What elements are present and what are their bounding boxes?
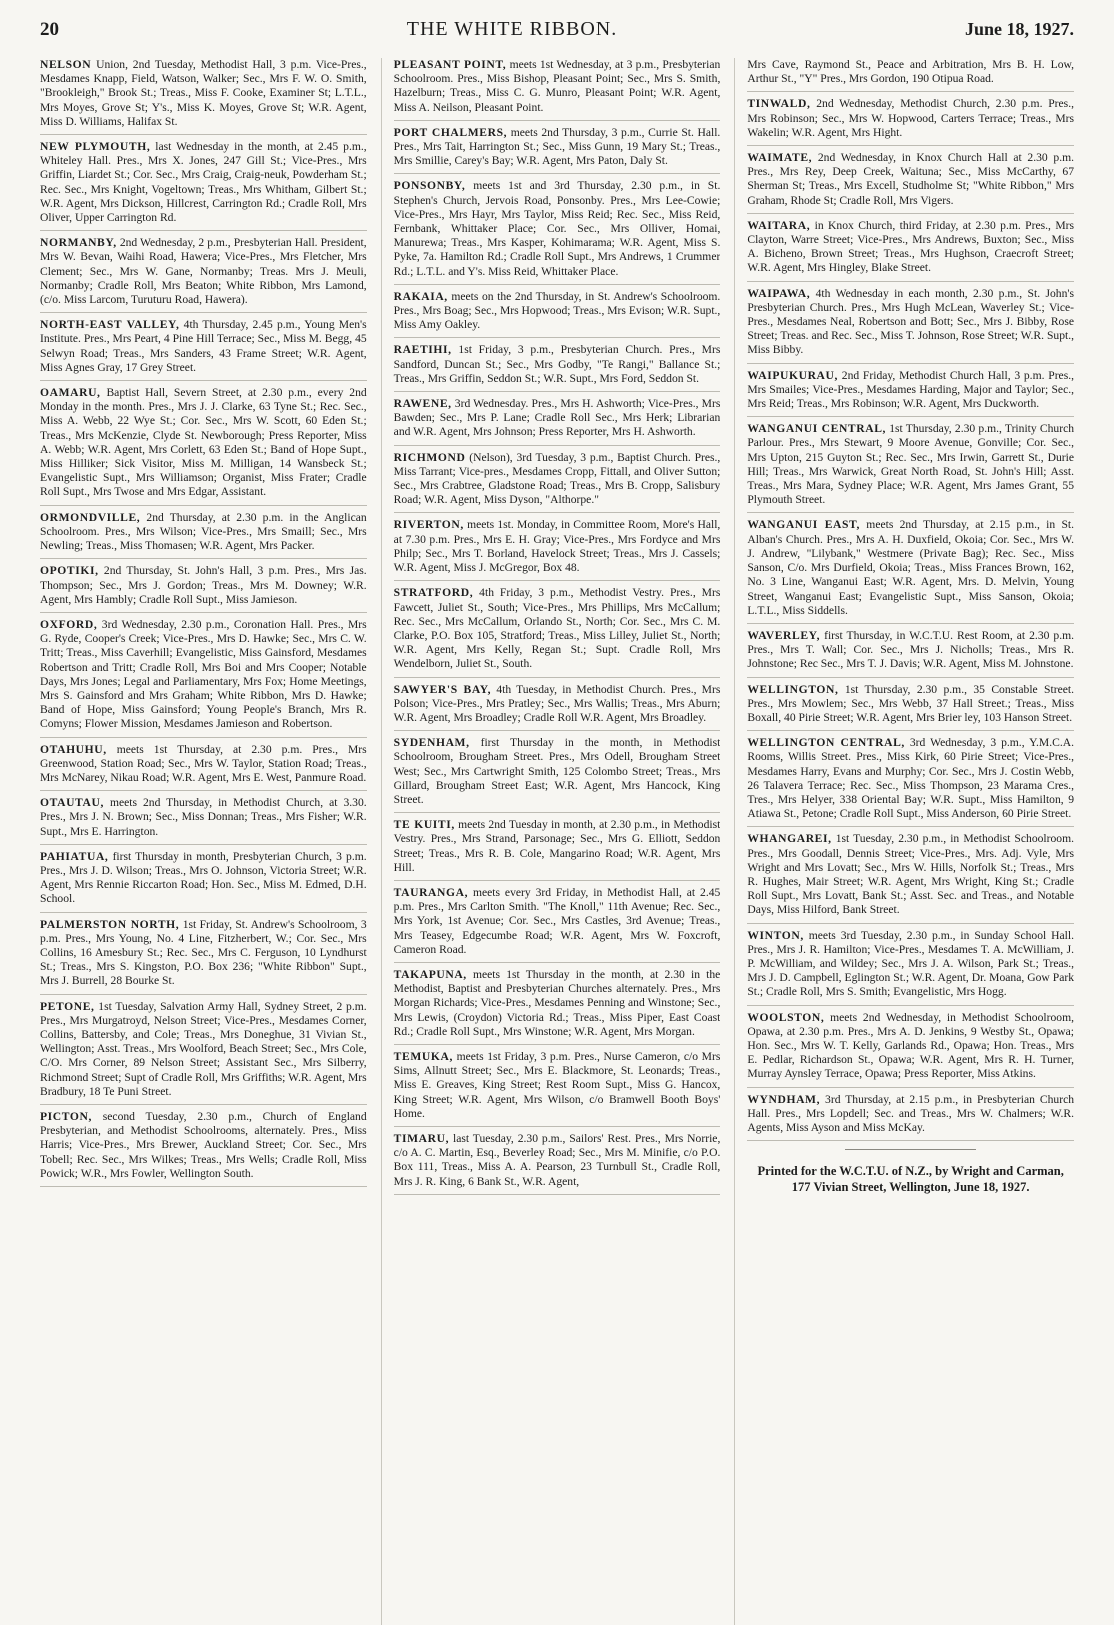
branch-details: 1st Thursday, 2.30 p.m., Trinity Church Parlour. Pres., Mrs Stewart, 9 Moore Avenue, Gonville; Cor. Sec., Mrs Upton, 215 Guyton St.; Rec. Sec., Mrs Irwin, Garrett St., Durie Hill; Treas., Mrs Warwick, Great North Road, St. John's Hill; Asst. Treas., Mrs Mara, Sydney Place; W.R. Agent, Mrs James Grant, 55 Plymouth Street. (747, 422, 1074, 507)
branch-name: OTAUTAU, (40, 796, 104, 810)
branch-entry (40, 850, 367, 913)
branch-entry (40, 58, 367, 135)
branch-entry (40, 1000, 367, 1105)
branch-entry (40, 743, 367, 792)
branch-details: 3rd Wednesday. Pres., Mrs H. Ashworth; Vice-Pres., Mrs Bawden; Sec., Mrs P. Lane; Cradle Roll Sec., Mrs Herk; Librarian and W.R. Agent, Mrs Johnson; Press Reporter, Mrs H. Ashworth. (393, 397, 721, 439)
branch-name: NORTH-EAST VALLEY, (40, 318, 180, 332)
branch-name: TE KUITI, (393, 818, 455, 832)
branch-name: PALMERSTON NORTH, (40, 917, 180, 931)
branch-entry (394, 586, 721, 677)
branch-name: SYDENHAM, (393, 736, 470, 750)
branch-details: meets 1st. Monday, in Committee Room, More's Hall, at 7.30 p.m. Pres., Mrs E. H. Gray; Vice-Pres., Mrs Fordyce and Mrs Philp; Sec., Mrs T. Borland, Havelock Street; Treas., Mrs J. Cassels; W.R. Agent, Miss J. McGregor, Box 48. (393, 518, 721, 575)
column-right-entries (747, 58, 1074, 1141)
branch-name: TAKAPUNA, (393, 967, 467, 981)
branch-name: RAKAIA, (393, 289, 448, 303)
branch-name: WAIPAWA, (747, 286, 811, 300)
branch-details: meets every 3rd Friday, in Methodist Hall, at 2.45 p.m. Pres., Mrs Carlton Smith. "The Knoll," 11th Avenue; Rec. Sec., Mrs York, 1st Avenue; Cor. Sec., Mrs Castles, 3rd Avenue; Treas., Mrs Teasey, Edgecumbe Road; W.R. Agent, Mrs W. Foxcroft, Cameron Road. (393, 885, 721, 956)
branch-details: 2nd Wednesday, in Knox Church Hall at 2.30 p.m. Pres., Mrs Rey, Deep Creek, Waituna; Sec., Miss McCarthy, 67 Sherman St; Treas., Mrs Excell, Studholme St; "White Ribbon," Mrs Graham, Rhode St; Cradle Roll, Mrs Vigers. (747, 151, 1074, 207)
branch-entry (747, 58, 1074, 92)
branch-entry (394, 58, 721, 121)
branch-details: meets on the 2nd Thursday, in St. Andrew's Schoolroom. Pres., Mrs Boag; Sec., Mrs Hopwood; Treas., Mrs Evison; W.R. Supt., Miss Amy Oakley. (393, 289, 721, 332)
branch-details: meets 3rd Tuesday, 2.30 p.m., in Sunday School Hall. Pres., Mrs J. R. Hamilton; Vice-Pres., Mesdames T. A. McWilliam, J. P. McWilliam, and Wildey; Sec., Mrs J. A. Wilson, Park St.; Treas., Mrs J. D. Campbell, Eglington St.; W.R. Agent, Dr. Moana, Gow Park St.; Cradle Roll, Mrs S. Smith; Evangelistic, Mrs Hogg. (747, 928, 1074, 999)
branch-entry (747, 97, 1074, 146)
branch-entry (394, 683, 721, 732)
column-middle (381, 58, 721, 1625)
branch-name: PETONE, (40, 999, 95, 1013)
branch-name: WYNDHAM, (747, 1092, 821, 1106)
branch-entry (40, 564, 367, 613)
branch-details: first Thursday in month, Presbyterian Church, 3 p.m. Pres., Mrs J. D. Wilson; Treas., Mrs O. Johnson, Victoria Street; W.R. Agent, Mrs Rennie Riccarton Road; Hon. Sec., Miss M. Edmed, D.H. School. (40, 849, 367, 906)
branch-details: 4th Thursday, 2.45 p.m., Young Men's Institute. Pres., Mrs Peart, 4 Pine Hill Terrace; Sec., Miss M. Begg, 45 Selwyn Road; Treas., Mrs Sanders, 43 Frame Street; W.R. Agent, Miss Agnes Gray, 17 Grey Street. (40, 318, 367, 374)
branch-entry (40, 1110, 367, 1187)
branch-entry (394, 343, 721, 392)
branch-entry (747, 1011, 1074, 1088)
branch-entry (394, 518, 721, 581)
branch-name: PICTON, (40, 1110, 92, 1123)
printer-note: Printed for the W.C.T.U. of N.Z., by Wright and Carman, 177 Vivian Street, Wellington, June 18, 1927. (757, 1164, 1064, 1194)
branch-name: OXFORD, (40, 617, 98, 631)
column-left (40, 58, 367, 1625)
branch-name: NORMANBY, (40, 236, 117, 250)
branch-details: meets 2nd Tuesday in month, at 2.30 p.m., in Methodist Vestry. Pres., Mrs Strand, Parsonage; Sec., Mrs G. Elliott, Seddon Street; Treas., Mrs R. B. Cole, Mangarino Road; W.R. Agent, Mrs Hill. (393, 818, 721, 874)
branch-name: WAIMATE, (747, 151, 813, 165)
directory-columns (40, 58, 1074, 1625)
branch-name: ORMONDVILLE, (40, 510, 141, 524)
branch-name: PLEASANT POINT, (393, 58, 507, 71)
page-header (40, 18, 1074, 58)
branch-details: in Knox Church, third Friday, at 2.30 p.m. Pres., Mrs Clayton, Warre Street; Vice-Pres., Mrs Andrews, Buxton; Sec., Miss A. Bicheno, Brown Street; Treas., Mrs Hughson, Craecroft Street; W.R. Agent, Mrs Hingley, Blake Street. (747, 218, 1074, 275)
branch-name: WOOLSTON, (747, 1010, 825, 1024)
branch-entry (747, 1093, 1074, 1142)
branch-name: TAURANGA, (393, 885, 469, 899)
branch-entry (394, 968, 721, 1045)
branch-name: RAETIHI, (393, 343, 452, 357)
branch-entry (747, 832, 1074, 923)
branch-details: (Nelson), 3rd Tuesday, 3 p.m., Baptist Church. Pres., Miss Tarrant; Vice-pres., Mesdames Cropp, Fittall, and Oliver Sutton; Sec., Mrs Crabtree, Gladstone Road; Treas., Mrs B. Cropp, Salisbury Road; W.R. Agent, Miss Dyson, "Althorpe." (393, 450, 721, 507)
branch-details: meets 1st Wednesday, at 3 p.m., Presbyterian Schoolroom. Pres., Miss Bishop, Pleasant Point; Sec., Mrs S. Smith, Hazelburn; Treas., Miss C. G. Munro, Pleasant Point; W.R. Agent, Miss A. Neilson, Pleasant Point. (393, 58, 721, 114)
branch-details: 1st Thursday, 2.30 p.m., 35 Constable Street. Pres., Mrs Mowlem; Sec., Mrs Webb, 37 Hall Street.; Treas., Miss Boxall, 40 Pirie Street; W.R. Agent, Mrs Brier ley, 103 Hanson Street. (747, 682, 1074, 724)
branch-details: last Tuesday, 2.30 p.m., Sailors' Rest. Pres., Mrs Norrie, c/o A. C. Martin, Esq., Beverley Road; Sec., Mrs M. Minifie, c/o P.O. Box 111, Treas., Miss A. A. Pearson, 23 Turnbull St., Cradle Roll, Mrs J. R. King, 6 Bank St., W.R. Agent, (393, 1132, 721, 1188)
branch-details: meets 2nd Thursday, at 2.15 p.m., in St. Alban's Church. Pres., Mrs A. H. Duxfield, Okoia; Cor. Sec., Mrs W. J. Andrew, "Lilybank," Westmere (Private Bag); Rec. Sec., Miss Sanson, C/o. Mrs Durfield, Okoia; Treas., Miss Frances Brown, 162, No. 3 Line, Wanganui East; W.R. Agent, Mrs. D. Melvin, Young Street, Wanganui East; Evangelistic Supt., Miss Sanson, Okoia; L.T.L., Miss Siddells. (747, 518, 1074, 617)
branch-details: 4th Tuesday, in Methodist Church. Pres., Mrs Polson; Vice-Pres., Mrs Pratley; Sec., Mrs Wallis; Treas., Mrs Aburn; W.R. Agent, Mrs Broadley; Cradle Roll W.R. Agent, Mrs Broadley. (393, 682, 721, 724)
branch-name: OAMARU, (40, 386, 101, 400)
column-right (734, 58, 1074, 1625)
branch-entry (747, 629, 1074, 678)
branch-name: PONSONBY, (393, 179, 466, 193)
branch-details: 2nd Thursday, at 2.30 p.m. in the Anglican Schoolroom. Pres., Mrs Wilson; Vice-Pres., Mrs Smaill; Sec., Mrs Newling; Treas., Miss Thomasen; W.R. Agent, Mrs Packer. (40, 510, 367, 553)
branch-details: meets 1st and 3rd Thursday, 2.30 p.m., in St. Stephen's Church, Jervois Road, Ponsonby. Pres., Mrs Lee-Cowie; Vice-Pres., Mrs Hayr, Mrs Taylor, Miss Reid; Rec. Sec., Miss Reid, Fernbank, Whittaker Place; Cor. Sec., Mrs Olliver, Homai, Manurewa; Treas., Mrs Kasper, Kohimarama; W.R. Agent, Miss S. Pyke, 7a. Hamilton Rd.; Cradle Roll Supt., Mrs Andrews, 1 Crummer Rd.; L.T.L. and Y's. Miss Reid, Whittaker Place. (393, 179, 721, 278)
branch-details: 1st Tuesday, Salvation Army Hall, Sydney Street, 2 p.m. Pres., Mrs Murgatroyd, Nelson Street; Vice-Pres., Mesdames Corner, Collins, Battersby, and Cole; Treas., Mrs Doneghue, 31 Vivian St., Wellington; Asst. Treas., Mrs Woolford, Beach Street; Sec., Mrs Cole, C/O. Mrs Corner, 89 Nelson Street; Assistant Sec., Mrs Silberry, Richmond Street; Supt of Cradle Roll, Mrs Griffiths; W.R. Agent, Mrs Bradbury, 18 Te Puni Street. (40, 999, 367, 1098)
branch-name: WANGANUI EAST, (747, 518, 861, 532)
branch-entry (40, 511, 367, 560)
branch-entry (40, 918, 367, 995)
branch-details: meets 1st Thursday, at 2.30 p.m. Pres., Mrs Greenwood, Station Road; Sec., Mrs W. Taylor, Station Road; Treas., Mrs McNarey, Nikau Road; W.R. Agent, Mrs E. West, Panmure Road. (40, 742, 367, 784)
branch-entry (40, 386, 367, 506)
branch-entry (747, 683, 1074, 732)
branch-entry (747, 422, 1074, 513)
branch-name: RAWENE, (393, 397, 452, 411)
branch-name: NELSON (40, 58, 92, 71)
branch-entry (394, 1050, 721, 1127)
branch-details: 1st Friday, St. Andrew's Schoolroom, 3 p.m. Pres., Mrs Young, No. 4 Line, Fitzherbert, W.; Cor. Sec., Mrs Collins, 16 Amesbury St.; Rec. Sec., Mrs C. Ferguson, 10 Lyndhurst St.; Treas., Mrs S. Kingston, P.O. Box 236; "White Ribbon" Supt., Mrs J. Burrell, 28 Bourke St. (40, 917, 367, 988)
branch-name: WELLINGTON, (747, 682, 839, 696)
branch-entry (394, 290, 721, 339)
branch-entry (747, 369, 1074, 418)
branch-details: meets 1st Thursday in the month, at 2.30 in the Methodist, Baptist and Presbyterian Churches alternately. Pres., Mrs Morgan Richards; Vice-Pres., Mesdames Penning and Winstone; Sec., Mrs Lewis, (Croydon) Victoria Rd.; Treas., Miss Piper, East Coast Rd.; Cradle Roll Supt., Mrs Winstone; W.R. Agent, Mrs Morgan. (393, 967, 721, 1038)
branch-details: meets 2nd Thursday, in Methodist Church, at 3.30. Pres., Mrs J. N. Brown; Sec., Miss Donnan; Treas., Mrs Fisher; W.R. Supt., Mrs E. Harrington. (40, 796, 367, 838)
branch-details: last Wednesday in the month, at 2.45 p.m., Whiteley Hall. Pres., Mrs X. Jones, 247 Gill St.; Vice-Pres., Mrs Griffin, Liardet St.; Cor. Sec., Mrs Craig, Craig-neuk, Powderham St.; Rec. Sec., Mrs Knight, Vogeltown; Treas., Mrs Whitham, Gilbert St.; W.R. Agent, Mrs Dickson, Hillcrest, Carrington Rd.; Cradle Roll, Mrs Oliver, Upper Carrington Rd. (40, 140, 367, 225)
branch-name: WELLINGTON CENTRAL, (747, 736, 905, 750)
branch-name: WAITARA, (747, 218, 811, 232)
page-number: 20 (40, 19, 59, 40)
branch-name: RICHMOND (393, 450, 466, 464)
branch-name: OTAHUHU, (40, 742, 107, 756)
branch-entry (747, 151, 1074, 214)
branch-entry (40, 140, 367, 231)
branch-details: 3rd Thursday, at 2.15 p.m., in Presbyterian Church Hall. Pres., Mrs Lopdell; Sec. and Treas., Mrs W. Chalmers; W.R. Agents, Miss Ayson and Miss McKay. (747, 1092, 1074, 1134)
branch-name: PAHIATUA, (40, 849, 109, 863)
branch-entry (40, 618, 367, 738)
branch-name: RIVERTON, (393, 518, 464, 532)
branch-name: OPOTIKI, (40, 564, 99, 578)
branch-name: TINWALD, (747, 97, 811, 111)
branch-entry (747, 736, 1074, 827)
branch-details: meets 2nd Thursday, 3 p.m., Currie St. Hall. Pres., Mrs Tait, Harrington St.; Sec., Miss Gunn, 19 Mary St.; Treas., Mrs Smillie, Carey's Bay; W.R. Agent, Mrs Paton, Daly St. (393, 125, 721, 168)
branch-entry (394, 179, 721, 284)
branch-details: second Tuesday, 2.30 p.m., Church of England Presbyterian, and Methodist Schoolrooms, alternately. Pres., Miss Harris; Vice-Pres., Mrs Brewer, Auckland Street; Cor. Sec., Mrs Tobell; Rec. Sec., Mrs Wilkes; Treas., Mrs Wells; Cradle Roll, Miss Powick; W.R., Mrs Fowler, Wellington South. (40, 1110, 367, 1180)
issue-date: June 18, 1927. (964, 19, 1074, 39)
branch-name: WANGANUI CENTRAL, (747, 422, 887, 436)
branch-entry (394, 886, 721, 963)
branch-details: meets 1st Friday, 3 p.m. Pres., Nurse Cameron, c/o Mrs Sims, Allnutt Street; Sec., Mrs E. Blackmore, St. Leonards; Treas., Miss E. Greaves, King Street; Rest Room Supt., Miss G. Hancox, King Street; W.R. Agent, Mrs Wilson, c/o Bramwell Booth Boys' Home. (393, 1049, 721, 1120)
branch-name: SAWYER'S BAY, (393, 682, 492, 696)
branch-entry (40, 318, 367, 381)
branch-entry (40, 236, 367, 313)
branch-name: WAVERLEY, (747, 628, 821, 642)
branch-entry (747, 518, 1074, 623)
branch-entry (40, 796, 367, 845)
branch-details: 3rd Wednesday, 2.30 p.m., Coronation Hall. Pres., Mrs G. Ryde, Cooper's Creek; Vice-Pres., Mrs D. Hawke; Sec., Mrs C. W. Tritt; Treas., Miss Caverhill; Evangelistic, Miss Gainsford, Mesdames Robertson and Tritt; Cradle Roll, Mrs Boi and Mrs Cooper; Notable Days, Mrs Jones; Legal and Parliamentary, Mrs Fox; Home Meetings, Mrs S. Gainsford and Mrs Graham; White Ribbon, Mrs D. Hawke; Band of Hope, Miss Gainsford; Young People's Branch, Mrs R. Comyns; Flower Mission, Mesdames Jamieson and Robertson. (40, 617, 367, 731)
branch-details: 4th Friday, 3 p.m., Methodist Vestry. Pres., Mrs Fawcett, Juliet St., South; Vice-Pres., Mrs Phillips, Mrs McCallum; Rec. Sec., Mrs McCallum, Orlando St., North; Cor. Sec., Mrs C. M. Clarke, P.O. Box 105, Stratford; Treas., Miss Lilley, Juliet St., North; W.R. Agent, Mrs Kelly, Regan St.; Supt. Cradle Roll, Mrs Wendelborn, Juliet St., South. (393, 586, 721, 671)
branch-entry (394, 451, 721, 514)
branch-entry (747, 929, 1074, 1006)
branch-details: first Thursday, in W.C.T.U. Rest Room, at 2.30 p.m. Pres., Mrs T. Wall; Cor. Sec., Mrs J. Nicholls; Treas., Mrs R. Johnstone; Rec Sec., Mrs T. J. Davis; W.R. Agent, Miss M. Johnstone. (747, 628, 1074, 671)
branch-details: 1st Friday, 3 p.m., Presbyterian Church. Pres., Mrs Sandford, Duncan St.; Sec., Mrs Godby, "Te Rangi," Ballance St.; Treas., Mrs Griffin, Seddon St.; W.R. Supt., Mrs Ford, Seddon St. (393, 343, 721, 385)
branch-details: 2nd Wednesday, Methodist Church, 2.30 p.m. Pres., Mrs Robinson; Sec., Mrs W. Hopwood, Carters Terrace; Treas., Mrs Wakelin; W.R. Agent, Mrs Hight. (747, 97, 1074, 139)
branch-entry (747, 287, 1074, 364)
branch-entry (747, 219, 1074, 282)
branch-name: PORT CHALMERS, (393, 125, 508, 139)
branch-name: WHANGAREI, (747, 832, 832, 846)
branch-details: first Thursday in the month, in Methodist Schoolroom, Brougham Street. Pres., Mrs Odell, Brougham Street West; Sec., Mrs Cartwright Smith, 125 Colombo Street; Treas., Mrs Gillard, Brougham Street East; W.R. Agent, Mrs Hancock, King Street. (393, 736, 721, 806)
journal-title: THE WHITE RIBBON. (406, 18, 618, 40)
branch-name: WAIPUKURAU, (747, 368, 838, 382)
branch-details: 1st Tuesday, 2.30 p.m., in Methodist Schoolroom. Pres., Mrs Goodall, Dennis Street; Vice-Pres., Mrs. Adj. Vyle, Mrs Wright and Mrs Lovatt; Sec., Mrs W. Hills, Norfolk St.; Treas., Mrs R. Hughes, Mair Street; W.R. Agent, Mrs Wright, King St.; Cradle Roll Supt., Mrs Lovatt, Bank St.; Asst. Sec. and Treas., and Notable Days, Miss Hilford, Bank Street. (747, 832, 1074, 917)
branch-details: Baptist Hall, Severn Street, at 2.30 p.m., every 2nd Monday in the month. Pres., Mrs J. J. Clarke, 63 Tyne St.; Rec. Sec., Miss A. Webb, 22 Wye St.; Cor. Sec., Mrs W. Scott, 60 Eden St.; Treas., Mrs McKenzie, Clyde St. Newborough; Press Reporter, Miss A. Webb; W.R. Agent, Mrs Corlett, 63 Eden St.; Band of Hope Supt., Miss Hilliker; Sick Visitor, Miss M. Milligan, 14 Wansbeck St.; Evangelistic Supt., Mrs Williamson; Organist, Miss Frater; Cradle Roll Supt., Mrs Twose and Mrs Edgar, Assistant. (40, 386, 367, 499)
branch-details: 2nd Wednesday, 2 p.m., Presbyterian Hall. President, Mrs W. Bevan, Waihi Road, Hawera; Vice-Pres., Mrs Fletcher, Mrs Clement; Sec., Mrs W. Gane, Normanby; Treas. Mrs J. Meuli, Normanby; Cradle Roll, Mrs Beaton; White Ribbon, Mrs Lamond, (c/o. Miss Larcom, Turuturu Road, Hawera). (40, 236, 367, 307)
footer-divider (845, 1149, 976, 1150)
branch-name: WINTON, (747, 928, 804, 942)
branch-details: 2nd Thursday, St. John's Hall, 3 p.m. Pres., Mrs Jas. Thompson; Sec., Mrs J. Gordon; Treas., Mrs M. Downey; W.R. Agent, Mrs Hambly; Cradle Roll Supt., Miss Jamieson. (40, 564, 367, 606)
branch-details: Union, 2nd Tuesday, Methodist Hall, 3 p.m. Vice-Pres., Mesdames Knapp, Field, Watson, Walker; Sec., Mrs F. W. O. Smith, "Brookleigh," Brook St.; Treas., Miss F. Cooke, Examiner St; L.T.L., Mrs Moyes, Grove St; Y's., Miss K. Moyes, Grove St; W.R. Agent, Miss D. Williams, Halifax St. (40, 58, 367, 128)
branch-entry (394, 736, 721, 813)
branch-details: 2nd Friday, Methodist Church Hall, 3 p.m. Pres., Mrs Smailes; Vice-Pres., Mesdames Harding, Major and Taylor; Sec., Mrs Reid; Treas., Mrs Robinson; W.R. Agent, Mrs Duckworth. (747, 368, 1074, 411)
branch-entry (394, 818, 721, 881)
branch-name: STRATFORD, (393, 586, 474, 600)
branch-entry (394, 397, 721, 446)
branch-name: TEMUKA, (393, 1049, 453, 1063)
branch-entry (394, 126, 721, 175)
branch-name: NEW PLYMOUTH, (40, 140, 151, 154)
branch-details: 4th Wednesday in each month, 2.30 p.m., St. John's Presbyterian Church. Pres., Mrs Hugh McLean, Waverley St.; Vice-Pres., Mesdames Neal, Robertson and Bott; Sec., Mrs J. Bibby, Rose Street; Treas. and Rec. Sec., Miss T. Johnson, Rose Street; W.R. Supt., Miss Bibby. (747, 286, 1074, 357)
branch-details: Mrs Cave, Raymond St., Peace and Arbitration, Mrs B. H. Low, Arthur St., "Y" Pres., Mrs Gordon, 190 Otipua Road. (747, 58, 1074, 86)
branch-details: meets 2nd Wednesday, in Methodist Schoolroom, Opawa, at 2.30 p.m. Pres., Mrs A. D. Jenkins, 9 Westby St., Opawa; Hon. Sec., Mrs W. T. Kelly, Garlands Rd., Opawa; Hon. Treas., Mrs E. Pedlar, Richardson St., Opawa; W.R. Agent, Mrs R. H. Turner, Murray Aynsley Terrace, Opawa; Press Reporter, Miss Atkins. (747, 1010, 1074, 1081)
branch-entry (394, 1132, 721, 1195)
branch-name: TIMARU, (393, 1132, 450, 1145)
branch-details: 3rd Wednesday, 3 p.m., Y.M.C.A. Rooms, Willis Street. Pres., Miss Kirk, 60 Pirie Street; Vice-Pres., Mesdames Harry, Evans and Murphy; Cor. Sec., Mrs J. Costin Webb, 26 Talavera Terrace; Rec. Sec., Miss Thompson, 23 Marama Cres., Tres., Mrs Helyer, 338 Oriental Bay; W.R. Supt., Miss Hamilton, 9 Atiawa St., Petone; Cradle Roll Supt., Miss Anderson, 60 Pirie Street. (747, 736, 1074, 821)
